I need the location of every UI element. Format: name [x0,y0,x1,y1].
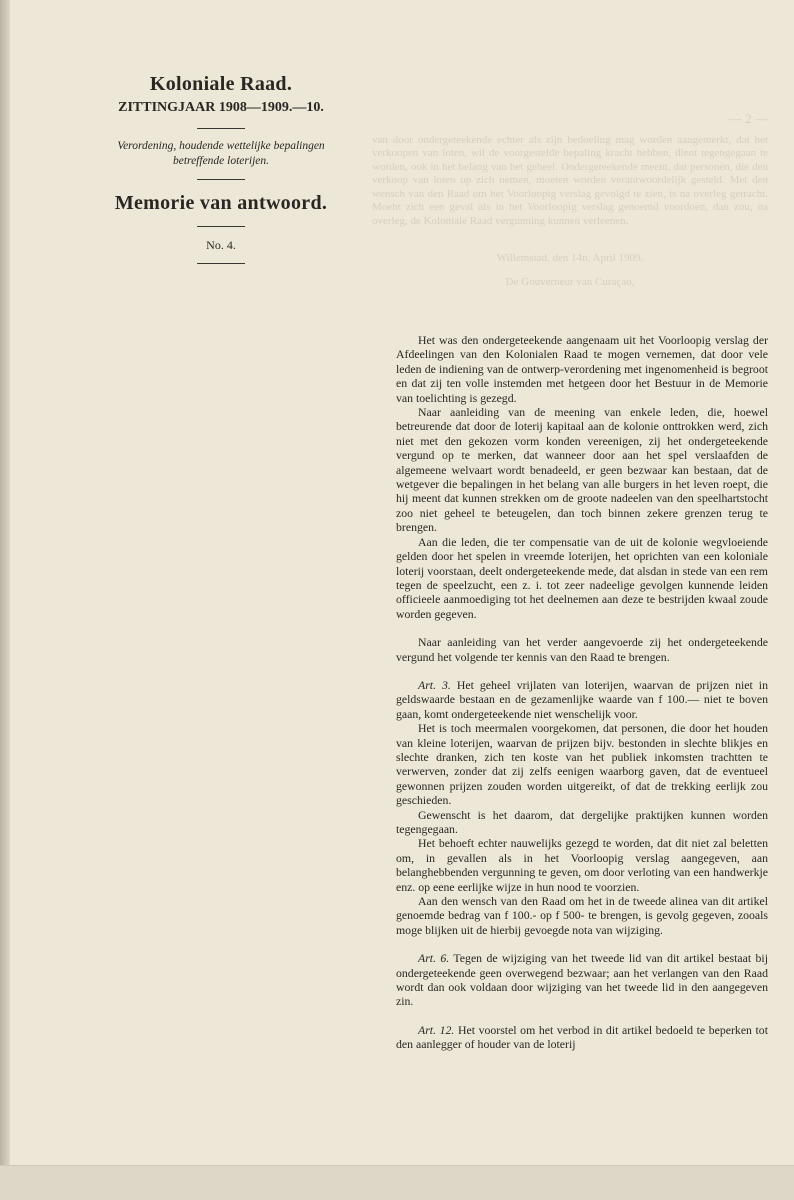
subject-line-2: betreffende loterijen. [172,155,269,167]
bleed-date: Willemstad, den 14n. April 1909. [496,252,644,264]
divider [197,226,245,227]
body-paragraph [396,333,768,405]
article-reference: Art. 12. [418,1022,455,1037]
document-header [88,72,354,274]
body-paragraph [396,405,768,535]
page-content [10,0,784,1166]
paragraph-text: Het behoeft echter nauwelijks gezegd te worden, dat dit niet zal beletten om, in gevallen als in het Voorloopig verslag aangegeven, aan belanghebbenden vergunning te geven, om door verloting van een handwerkje enz. op eene eerlijke wijze in hun nood te voorzien. [396,836,768,894]
bleed-page-number: — 2 — [729,111,768,126]
paragraph-text: Aan den wensch van den Raad om het in de tweede alinea van dit artikel genoemde bedrag van f 100.- op f 500- te brengen, is gevolg gegeven, zooals moge blijken uit de hierbij gevoegde nota van wijziging. [396,894,768,937]
paragraph-text: Aan die leden, die ter compensatie van de uit de kolonie wegvloeiende gelden door het spelen in vreemde loterijen, het oprichten van een koloniale loterij voorstaan, deelt ondergeteekende mede, dat alsdan in stede van een rem tegen de speelzucht, een z. i. tot zeer nadeelige gevolgen kunnende leiden officieele aanmoediging tot het deelnemen aan deze te bestrijden kwaal zoude worden gegeven. [396,534,768,621]
session-year: ZITTINGJAAR 1908—1909.—10. [118,100,324,115]
bleed-text: van door ondergeteekende echter als zijn bedoeling mag worden aangemerkt, dat het verkoopen van loten, wil de voorgestelde bepaling kracht hebben, dient tegengegaan te worden, ook in het belang van het geheel. Ondergeteekende meent, dat personen, die den verkoop van loten op zich nemen, moeten worden verantwoordelijk gesteld. Met den wensch van den Raad om het Voorloopig verslag gevolgd te zien, is na overleg getracht. Moeht zich een geval als in het Voorloopig verslag genoemd voordoen, dan zou, na overleg, de Koloniale Raad vergunning kunnen verleenen. [372,133,768,227]
divider [197,263,245,264]
body-paragraph [396,721,768,807]
paragraph-text: Tegen de wijziging van het tweede lid van dit artikel bestaat bij ondergeteekende geen overwegend bezwaar; aan het verlangen van den Raad wordt dan ook voldaan door wijziging van het tweede lid in den aangegeven zin. [396,951,768,1009]
body-paragraph [396,635,768,664]
council-title: Koloniale Raad. [149,73,293,95]
body-paragraph [396,951,768,1009]
divider [197,128,245,129]
paragraph-text: Gewenscht is het daarom, dat dergelijke praktijken kunnen worden tegengegaan. [396,807,768,836]
body-paragraph [396,894,768,937]
subject-line-1: Verordening, houdende wettelijke bepalingen [117,140,325,152]
body-paragraph [396,808,768,837]
bleed-signature: De Gouverneur van Curaçao, [505,275,635,288]
paragraph-text: Naar aanleiding van de meening van enkele leden, die, hoewel betreurende dat door de loterij kapitaal aan de kolonie onttrokken werd, zich niet met den gekozen vorm konden vereenigen, zij het ondergeteekende vergund op te merken, dat wanneer door aan het spel verslaafden de algemeene welvaart wordt benadeeld, er geen bezwaar kan bestaan, dat de wetgever die bepalingen in het belang van alle burgers in het leven roept, die hij meent dat kunnen strekken om de groote nadeelen van den speelhartstocht zoo niet geheel te beteugelen, dan toch binnen zekere grenzen terug te brengen. [396,405,768,535]
article-reference: Art. 6. [418,951,450,966]
paragraph-text: Het was den ondergeteekende aangenaam uit het Voorloopig verslag der Afdeelingen van den Kolonialen Raad te mogen vernemen, dat door vele leden de indiening van de ontwerp-verordening met ingenomenheid is begroot en dat zij ten volle instemden met hetgeen door het Bestuur in de Memorie van toelichting is gezegd. [396,333,768,405]
paragraph-text: Naar aanleiding van het verder aangevoerde zij het ondergeteekende vergund het volgende ter kennis van den Raad te brengen. [396,635,768,664]
divider [197,179,245,180]
body-paragraph [396,836,768,894]
reverse-side-bleed-through [372,112,768,289]
paragraph-text: Het voorstel om het verbod in dit artikel bedoeld te beperken tot den aanlegger of houder van de loterij [396,1022,768,1052]
article-reference: Art. 3. [418,677,451,692]
document-type-title: Memorie van antwoord. [114,192,328,214]
page-spine [0,0,10,1200]
body-paragraph [396,535,768,621]
body-paragraph [396,1023,768,1052]
page-bottom-margin [0,1165,794,1200]
paragraph-text: Het is toch meermalen voorgekomen, dat personen, die door het houden van kleine loterijen, waarvan de prijzen bijv. bestonden in slechte blikjes en slechte dranken, zich ten koste van het publiek inkomsten trachtten te verwerven, zonder dat zij zelfs eenigen waarborg gaven, dat de eventueel gewonnen prijzen zouden worden uitgereikt, of dat de trekking eerlijk zou geschieden. [396,721,768,808]
paragraph-text: Het geheel vrijlaten van loterijen, waarvan de prijzen niet in geldswaarde bestaan en de gezamenlijke waarde van f 100.— niet te boven gaan, komt ondergeteekende niet wenschelijk voor. [396,677,768,721]
body-paragraph [396,678,768,721]
document-number: No. 4. [206,238,236,252]
memorie-body [396,333,768,1052]
